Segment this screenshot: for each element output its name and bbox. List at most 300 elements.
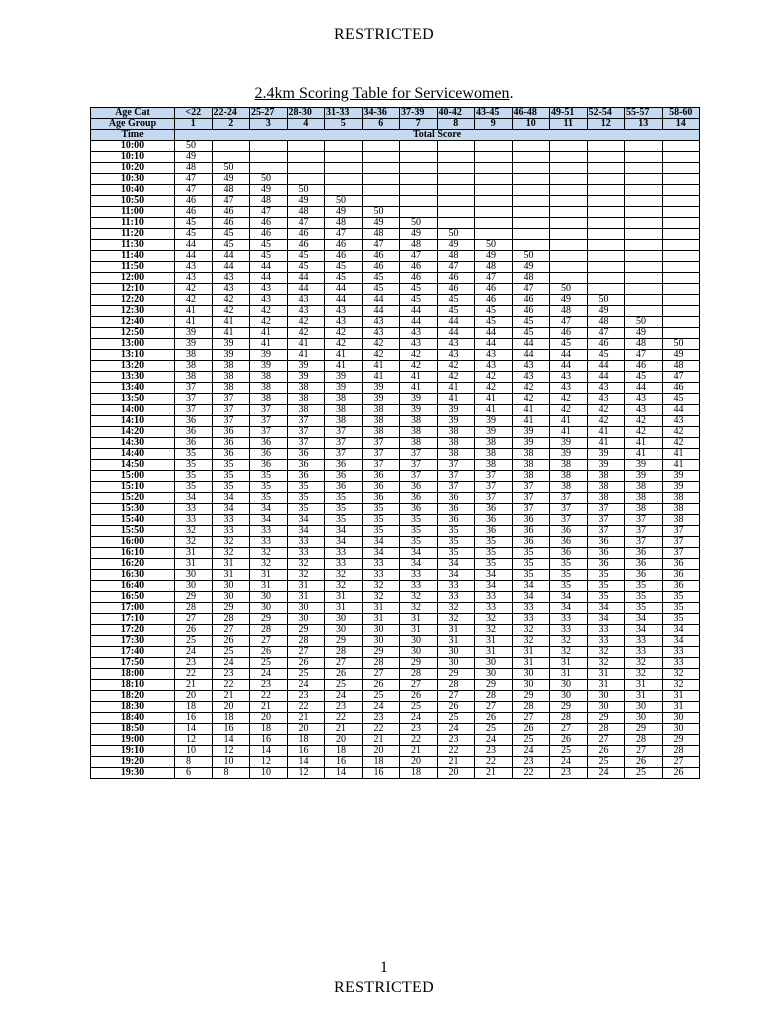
score-cell: 33 xyxy=(475,592,513,603)
age-group-header: 3 xyxy=(250,119,288,130)
score-cell: 42 xyxy=(325,339,363,350)
score-cell: 49 xyxy=(362,218,400,229)
score-cell: 41 xyxy=(437,383,475,394)
score-cell: 48 xyxy=(400,240,438,251)
score-cell: 39 xyxy=(512,427,550,438)
score-cell: 41 xyxy=(625,449,663,460)
score-cell: 33 xyxy=(250,526,288,537)
age-group-header: 1 xyxy=(175,119,213,130)
score-cell: 38 xyxy=(362,427,400,438)
score-cell: 25 xyxy=(512,735,550,746)
time-cell: 16:00 xyxy=(91,537,175,548)
score-cell: 39 xyxy=(325,383,363,394)
score-cell: 49 xyxy=(662,350,700,361)
score-cell: 35 xyxy=(550,559,588,570)
score-cell: 43 xyxy=(212,284,250,295)
score-cell: 35 xyxy=(175,471,213,482)
score-cell xyxy=(512,141,550,152)
score-cell xyxy=(550,196,588,207)
score-cell: 45 xyxy=(437,306,475,317)
score-cell: 38 xyxy=(212,361,250,372)
score-cell xyxy=(625,163,663,174)
score-cell: 44 xyxy=(625,383,663,394)
score-cell: 49 xyxy=(437,240,475,251)
score-cell: 26 xyxy=(437,702,475,713)
time-cell: 17:40 xyxy=(91,647,175,658)
score-cell: 37 xyxy=(212,416,250,427)
score-cell: 27 xyxy=(512,713,550,724)
score-cell: 31 xyxy=(287,592,325,603)
score-cell xyxy=(287,152,325,163)
score-cell: 30 xyxy=(437,658,475,669)
score-cell: 45 xyxy=(475,306,513,317)
score-cell xyxy=(250,141,288,152)
time-cell: 16:20 xyxy=(91,559,175,570)
time-cell: 12:00 xyxy=(91,273,175,284)
score-cell: 30 xyxy=(550,680,588,691)
score-cell xyxy=(587,262,625,273)
score-cell: 35 xyxy=(287,504,325,515)
score-cell: 30 xyxy=(437,647,475,658)
score-cell: 37 xyxy=(587,504,625,515)
score-cell: 21 xyxy=(437,757,475,768)
score-cell: 33 xyxy=(662,658,700,669)
score-cell: 36 xyxy=(400,504,438,515)
score-cell: 42 xyxy=(212,295,250,306)
score-cell: 33 xyxy=(362,570,400,581)
score-cell: 34 xyxy=(400,559,438,570)
score-cell: 38 xyxy=(212,383,250,394)
score-cell: 30 xyxy=(587,702,625,713)
score-cell: 29 xyxy=(362,647,400,658)
score-cell: 38 xyxy=(437,427,475,438)
score-cell: 29 xyxy=(175,592,213,603)
age-group-header: 7 xyxy=(400,119,438,130)
score-cell: 28 xyxy=(362,658,400,669)
score-cell: 16 xyxy=(175,713,213,724)
score-cell: 44 xyxy=(250,273,288,284)
score-cell xyxy=(625,240,663,251)
score-cell: 32 xyxy=(400,603,438,614)
score-cell: 42 xyxy=(287,328,325,339)
score-cell: 37 xyxy=(212,394,250,405)
score-cell: 36 xyxy=(550,548,588,559)
score-cell xyxy=(662,196,700,207)
score-cell: 45 xyxy=(512,317,550,328)
table-row xyxy=(91,647,700,658)
score-cell: 37 xyxy=(250,405,288,416)
score-cell: 35 xyxy=(625,581,663,592)
score-cell: 24 xyxy=(287,680,325,691)
score-cell xyxy=(250,152,288,163)
score-cell: 32 xyxy=(250,548,288,559)
score-cell xyxy=(625,284,663,295)
score-cell: 47 xyxy=(512,284,550,295)
score-cell: 37 xyxy=(662,548,700,559)
score-cell: 44 xyxy=(287,284,325,295)
table-row xyxy=(91,570,700,581)
score-cell: 39 xyxy=(287,361,325,372)
score-cell: 44 xyxy=(512,350,550,361)
table-row xyxy=(91,229,700,240)
time-cell: 15:40 xyxy=(91,515,175,526)
score-cell: 37 xyxy=(325,438,363,449)
score-cell: 35 xyxy=(212,482,250,493)
score-cell xyxy=(475,229,513,240)
score-cell: 36 xyxy=(325,482,363,493)
score-cell: 35 xyxy=(550,581,588,592)
score-cell: 32 xyxy=(512,636,550,647)
score-cell: 48 xyxy=(550,306,588,317)
score-cell: 42 xyxy=(550,394,588,405)
score-cell: 36 xyxy=(662,581,700,592)
score-cell: 33 xyxy=(437,592,475,603)
time-cell: 10:00 xyxy=(91,141,175,152)
score-cell: 25 xyxy=(625,768,663,779)
score-cell: 38 xyxy=(662,504,700,515)
table-row xyxy=(91,438,700,449)
score-cell: 33 xyxy=(587,625,625,636)
table-row xyxy=(91,702,700,713)
score-cell: 27 xyxy=(212,625,250,636)
score-cell: 35 xyxy=(250,493,288,504)
table-row xyxy=(91,284,700,295)
score-cell xyxy=(512,152,550,163)
score-cell: 29 xyxy=(475,680,513,691)
score-cell: 41 xyxy=(287,350,325,361)
score-cell: 36 xyxy=(400,493,438,504)
score-cell: 21 xyxy=(175,680,213,691)
score-cell: 30 xyxy=(550,691,588,702)
score-cell: 23 xyxy=(400,724,438,735)
score-cell: 48 xyxy=(287,207,325,218)
score-cell: 37 xyxy=(175,383,213,394)
score-cell: 33 xyxy=(662,647,700,658)
score-cell xyxy=(625,207,663,218)
score-cell: 38 xyxy=(175,372,213,383)
score-cell: 25 xyxy=(550,746,588,757)
score-cell: 50 xyxy=(362,207,400,218)
score-cell: 27 xyxy=(587,735,625,746)
score-cell: 44 xyxy=(662,405,700,416)
score-cell: 24 xyxy=(325,691,363,702)
score-cell: 34 xyxy=(362,548,400,559)
score-cell: 33 xyxy=(587,636,625,647)
score-cell: 35 xyxy=(175,482,213,493)
score-cell: 41 xyxy=(587,438,625,449)
score-cell: 21 xyxy=(212,691,250,702)
score-cell: 43 xyxy=(662,416,700,427)
score-cell: 24 xyxy=(475,735,513,746)
score-cell: 33 xyxy=(625,636,663,647)
score-cell: 30 xyxy=(362,625,400,636)
score-cell: 46 xyxy=(475,295,513,306)
score-cell: 27 xyxy=(625,746,663,757)
score-cell: 35 xyxy=(250,471,288,482)
score-cell: 24 xyxy=(175,647,213,658)
score-cell: 35 xyxy=(512,548,550,559)
age-cat-header: 58-60 xyxy=(662,108,700,119)
age-group-header: 9 xyxy=(475,119,513,130)
score-cell: 44 xyxy=(475,328,513,339)
time-cell: 12:40 xyxy=(91,317,175,328)
score-cell: 45 xyxy=(512,328,550,339)
score-cell: 38 xyxy=(437,438,475,449)
score-cell: 32 xyxy=(662,669,700,680)
score-cell xyxy=(662,174,700,185)
score-cell: 20 xyxy=(250,713,288,724)
score-cell: 27 xyxy=(662,757,700,768)
score-cell xyxy=(587,141,625,152)
score-cell: 14 xyxy=(212,735,250,746)
score-cell: 44 xyxy=(550,350,588,361)
score-cell: 30 xyxy=(400,636,438,647)
score-cell: 43 xyxy=(512,372,550,383)
score-cell: 50 xyxy=(625,317,663,328)
score-cell: 36 xyxy=(212,438,250,449)
score-cell: 27 xyxy=(175,614,213,625)
score-cell: 20 xyxy=(212,702,250,713)
time-cell: 11:50 xyxy=(91,262,175,273)
score-cell: 24 xyxy=(587,768,625,779)
score-cell: 32 xyxy=(587,647,625,658)
score-cell: 14 xyxy=(287,757,325,768)
score-cell: 32 xyxy=(325,570,363,581)
score-cell: 21 xyxy=(475,768,513,779)
score-cell: 36 xyxy=(550,537,588,548)
score-cell: 48 xyxy=(362,229,400,240)
score-cell xyxy=(662,251,700,262)
score-cell: 36 xyxy=(587,559,625,570)
table-row xyxy=(91,603,700,614)
score-cell: 36 xyxy=(212,427,250,438)
score-cell: 47 xyxy=(400,251,438,262)
score-cell: 43 xyxy=(550,383,588,394)
score-cell xyxy=(625,141,663,152)
table-row xyxy=(91,504,700,515)
age-cat-header: 31-33 xyxy=(325,108,363,119)
score-cell: 25 xyxy=(325,680,363,691)
score-cell: 33 xyxy=(325,559,363,570)
score-cell: 44 xyxy=(437,328,475,339)
time-cell: 10:50 xyxy=(91,196,175,207)
score-cell: 25 xyxy=(212,647,250,658)
score-cell: 31 xyxy=(325,603,363,614)
score-cell: 30 xyxy=(287,603,325,614)
score-cell: 45 xyxy=(175,218,213,229)
score-cell: 37 xyxy=(400,471,438,482)
table-row xyxy=(91,680,700,691)
time-cell: 10:40 xyxy=(91,185,175,196)
table-row xyxy=(91,471,700,482)
score-cell: 8 xyxy=(212,768,250,779)
score-cell xyxy=(512,207,550,218)
score-cell: 28 xyxy=(325,647,363,658)
score-cell: 35 xyxy=(475,559,513,570)
score-cell xyxy=(437,141,475,152)
score-cell: 16 xyxy=(287,746,325,757)
score-cell: 26 xyxy=(475,713,513,724)
score-cell: 47 xyxy=(437,262,475,273)
score-cell xyxy=(587,251,625,262)
age-group-header: 5 xyxy=(325,119,363,130)
score-cell: 32 xyxy=(175,526,213,537)
time-cell: 15:30 xyxy=(91,504,175,515)
score-cell: 38 xyxy=(325,405,363,416)
score-cell: 31 xyxy=(325,592,363,603)
score-cell: 18 xyxy=(287,735,325,746)
score-cell xyxy=(512,240,550,251)
score-cell: 31 xyxy=(437,636,475,647)
score-cell: 39 xyxy=(475,416,513,427)
score-cell xyxy=(550,152,588,163)
score-cell: 49 xyxy=(550,295,588,306)
score-cell: 26 xyxy=(175,625,213,636)
score-cell: 35 xyxy=(175,460,213,471)
score-cell: 46 xyxy=(250,218,288,229)
score-cell: 42 xyxy=(287,317,325,328)
age-cat-header: 22-24 xyxy=(212,108,250,119)
score-cell: 26 xyxy=(362,680,400,691)
score-cell: 22 xyxy=(250,691,288,702)
score-cell: 30 xyxy=(175,570,213,581)
score-cell: 42 xyxy=(512,383,550,394)
score-cell: 46 xyxy=(325,240,363,251)
score-cell: 34 xyxy=(550,603,588,614)
score-cell: 22 xyxy=(437,746,475,757)
score-cell xyxy=(550,240,588,251)
score-cell: 28 xyxy=(250,625,288,636)
score-cell xyxy=(512,196,550,207)
score-cell: 45 xyxy=(212,229,250,240)
score-cell: 35 xyxy=(475,548,513,559)
score-cell: 33 xyxy=(212,526,250,537)
score-cell: 27 xyxy=(475,702,513,713)
score-cell: 38 xyxy=(587,482,625,493)
score-cell: 26 xyxy=(325,669,363,680)
score-cell: 10 xyxy=(250,768,288,779)
score-cell: 30 xyxy=(250,592,288,603)
score-cell xyxy=(625,295,663,306)
score-cell: 43 xyxy=(325,317,363,328)
score-cell: 36 xyxy=(250,460,288,471)
score-cell: 43 xyxy=(625,405,663,416)
score-cell: 38 xyxy=(550,460,588,471)
score-cell: 39 xyxy=(400,405,438,416)
score-cell: 31 xyxy=(287,581,325,592)
score-cell: 43 xyxy=(400,339,438,350)
score-cell: 32 xyxy=(475,625,513,636)
score-cell: 39 xyxy=(512,438,550,449)
score-cell: 37 xyxy=(550,504,588,515)
score-cell: 23 xyxy=(250,680,288,691)
score-cell: 35 xyxy=(325,504,363,515)
score-cell: 35 xyxy=(550,570,588,581)
score-cell xyxy=(325,174,363,185)
score-cell: 23 xyxy=(325,702,363,713)
score-cell: 35 xyxy=(662,614,700,625)
table-row xyxy=(91,163,700,174)
score-cell: 37 xyxy=(175,405,213,416)
score-cell: 34 xyxy=(475,570,513,581)
score-cell xyxy=(550,218,588,229)
score-cell xyxy=(287,141,325,152)
time-cell: 14:10 xyxy=(91,416,175,427)
table-row xyxy=(91,141,700,152)
score-cell: 45 xyxy=(287,251,325,262)
score-cell: 42 xyxy=(587,405,625,416)
score-cell: 46 xyxy=(175,207,213,218)
score-cell: 34 xyxy=(175,493,213,504)
score-cell: 35 xyxy=(400,537,438,548)
score-cell: 32 xyxy=(287,570,325,581)
time-cell: 11:30 xyxy=(91,240,175,251)
score-cell xyxy=(625,251,663,262)
table-row xyxy=(91,372,700,383)
score-cell: 49 xyxy=(212,174,250,185)
table-row xyxy=(91,394,700,405)
score-cell: 37 xyxy=(625,515,663,526)
time-cell: 11:00 xyxy=(91,207,175,218)
score-cell xyxy=(475,141,513,152)
score-cell: 41 xyxy=(250,339,288,350)
score-cell: 36 xyxy=(325,471,363,482)
score-cell xyxy=(437,218,475,229)
table-row xyxy=(91,207,700,218)
age-cat-header: 25-27 xyxy=(250,108,288,119)
score-cell xyxy=(475,185,513,196)
score-cell: 49 xyxy=(587,306,625,317)
score-cell: 37 xyxy=(175,394,213,405)
score-cell: 34 xyxy=(550,592,588,603)
score-cell: 26 xyxy=(250,647,288,658)
score-cell: 39 xyxy=(362,383,400,394)
table-row xyxy=(91,174,700,185)
score-cell: 28 xyxy=(550,713,588,724)
score-cell: 36 xyxy=(437,515,475,526)
score-cell: 18 xyxy=(362,757,400,768)
score-cell: 44 xyxy=(250,262,288,273)
score-cell: 30 xyxy=(325,614,363,625)
score-cell: 47 xyxy=(362,240,400,251)
score-cell: 27 xyxy=(362,669,400,680)
score-cell: 38 xyxy=(550,482,588,493)
age-group-label: Age Group xyxy=(91,119,175,130)
score-cell: 45 xyxy=(250,240,288,251)
score-cell: 36 xyxy=(250,438,288,449)
score-cell: 32 xyxy=(550,636,588,647)
score-cell xyxy=(587,218,625,229)
score-cell: 31 xyxy=(437,625,475,636)
score-cell: 22 xyxy=(475,757,513,768)
score-cell xyxy=(550,251,588,262)
score-cell: 45 xyxy=(362,284,400,295)
score-cell xyxy=(475,163,513,174)
score-cell: 32 xyxy=(437,614,475,625)
score-cell: 36 xyxy=(475,515,513,526)
score-cell xyxy=(662,185,700,196)
classification-marking-bottom: RESTRICTED xyxy=(334,979,434,996)
time-cell: 17:30 xyxy=(91,636,175,647)
score-cell: 37 xyxy=(362,449,400,460)
score-cell: 21 xyxy=(325,724,363,735)
score-cell: 30 xyxy=(662,713,700,724)
table-row xyxy=(91,339,700,350)
table-row xyxy=(91,416,700,427)
score-cell xyxy=(437,196,475,207)
score-cell: 41 xyxy=(325,350,363,361)
score-cell: 48 xyxy=(250,196,288,207)
